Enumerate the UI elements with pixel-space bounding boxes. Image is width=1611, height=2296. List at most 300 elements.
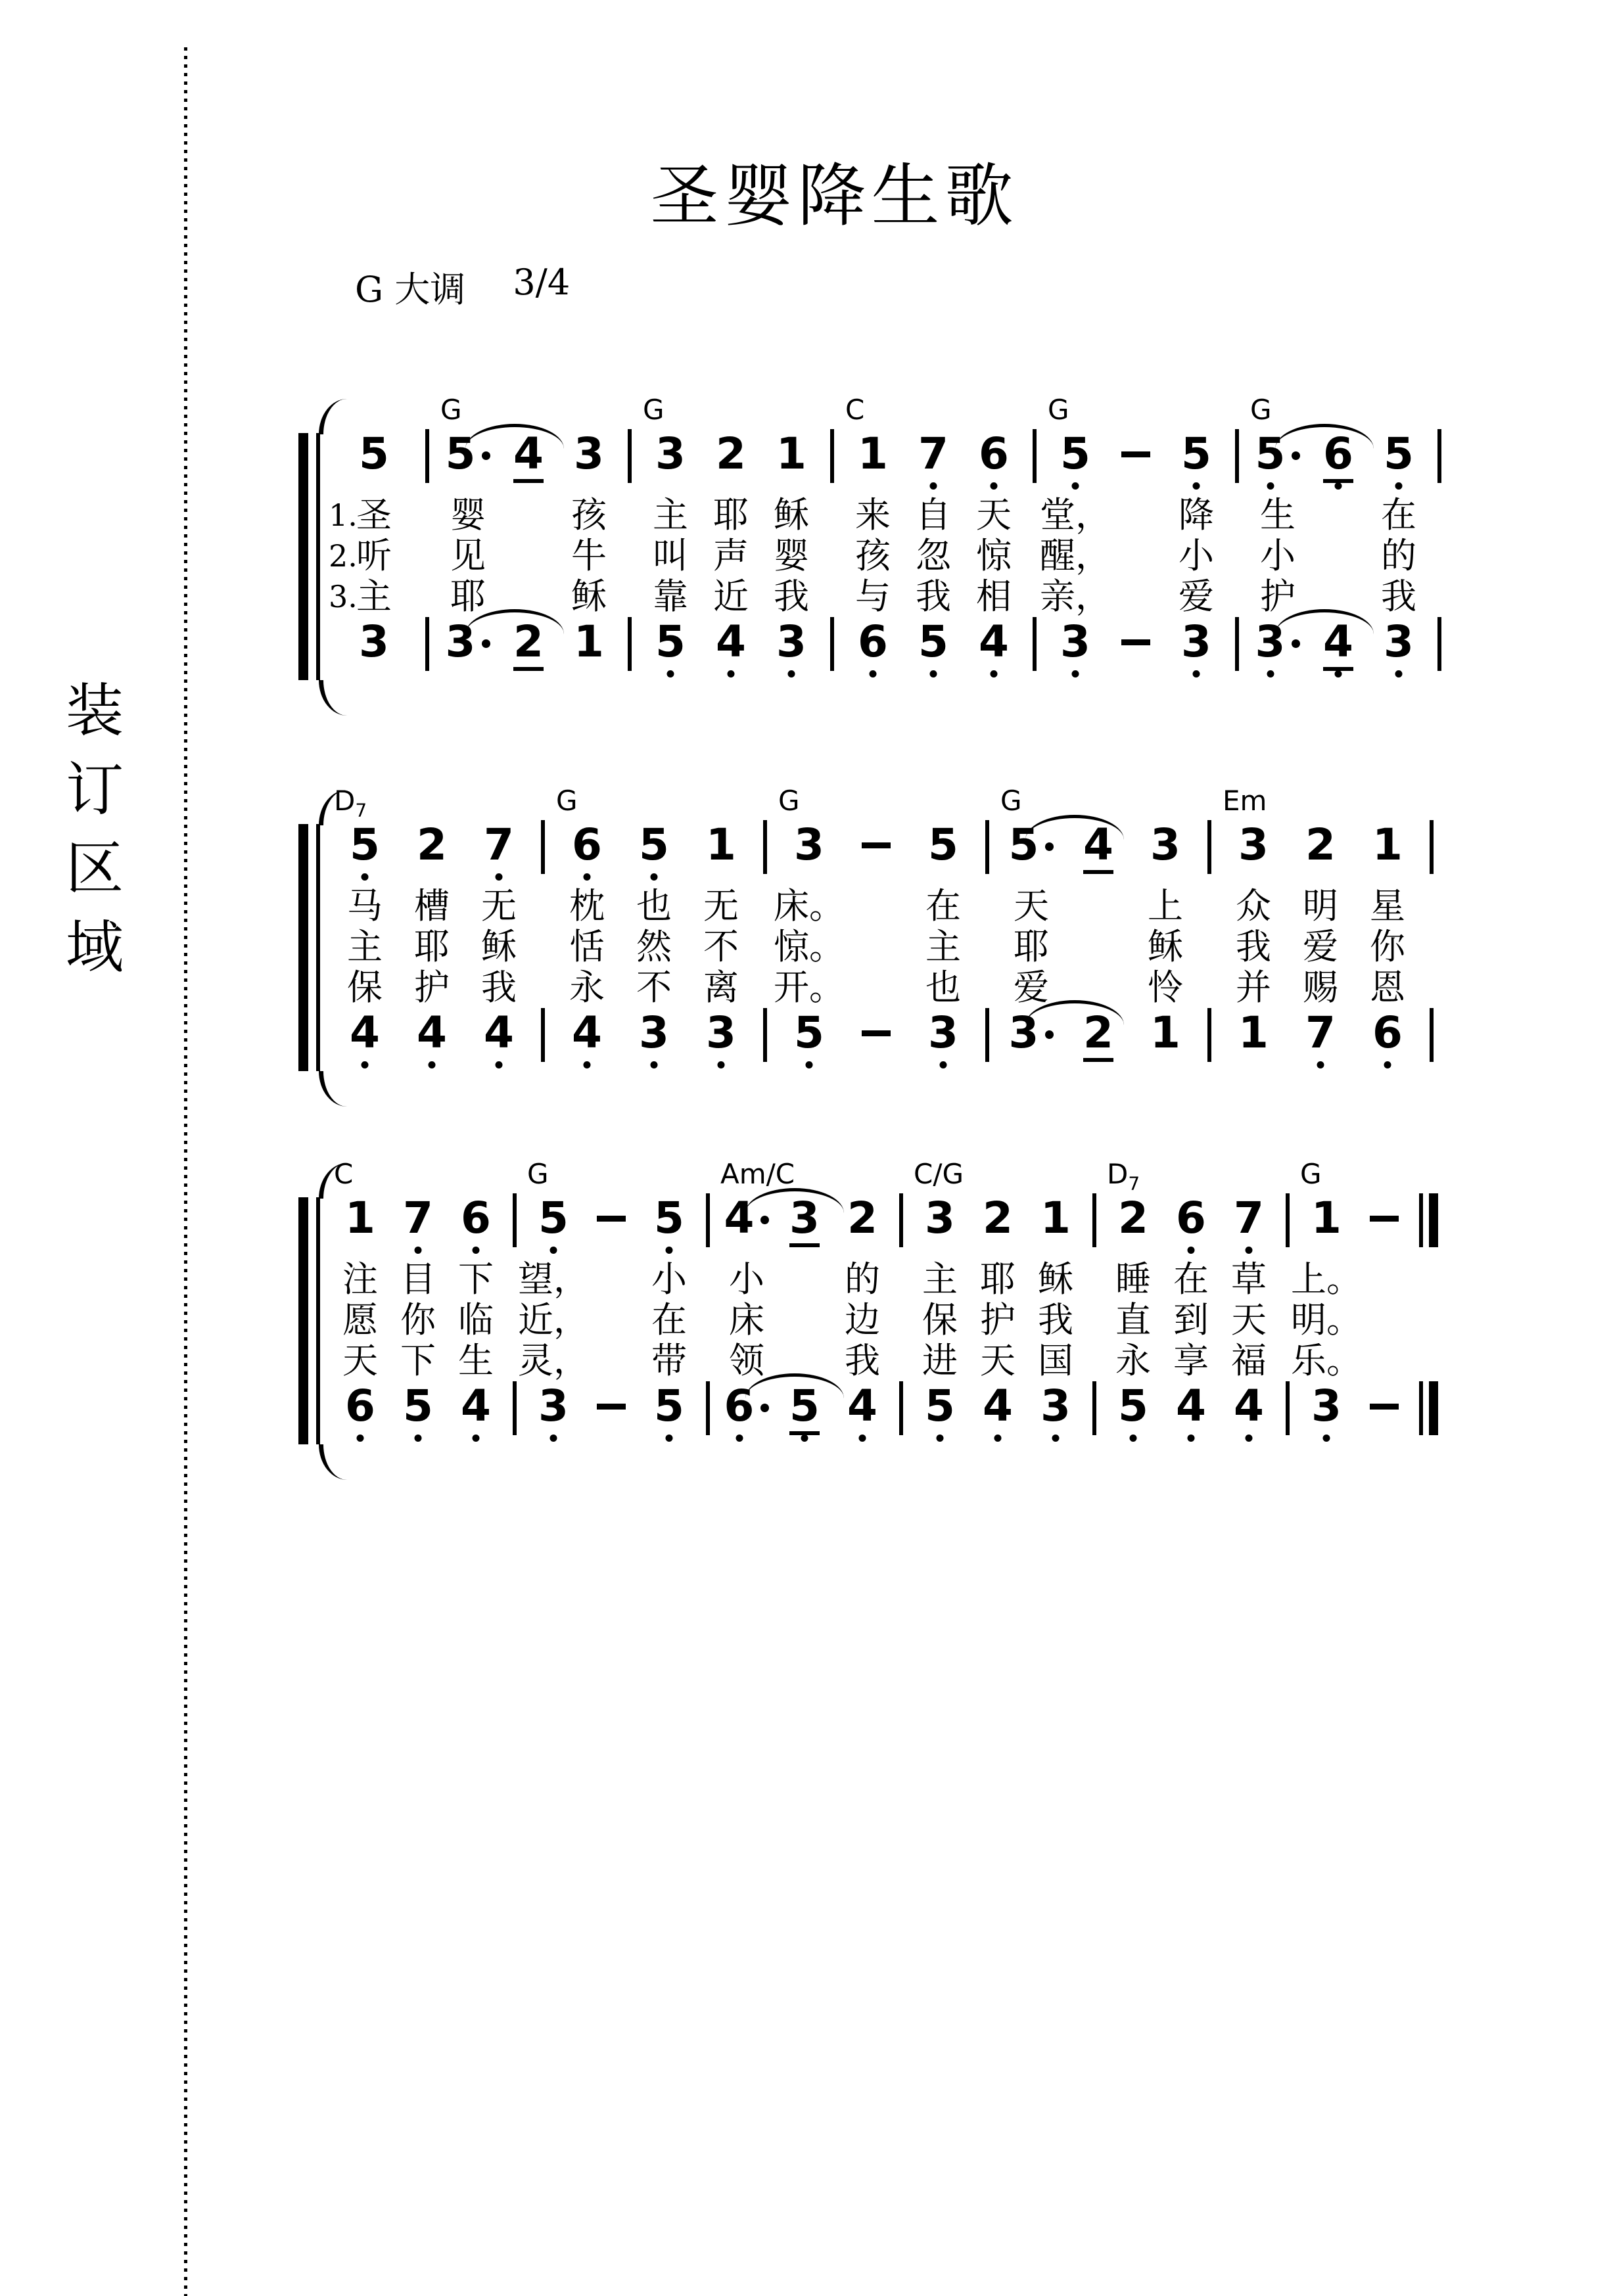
bass-note-octave-dot xyxy=(1052,1435,1060,1442)
lyric-cell-v1: 天 xyxy=(1014,885,1049,927)
bass-note-cell xyxy=(640,1381,698,1450)
bass-note: 3 xyxy=(359,616,389,667)
binding-char: 区 xyxy=(65,835,124,902)
bass-note-cell xyxy=(1027,1381,1085,1450)
bass-note-cell xyxy=(964,617,1024,685)
bass-note-cell xyxy=(1106,617,1166,685)
bass-note-cell xyxy=(1297,1381,1355,1450)
score-system-1 xyxy=(297,391,1450,685)
chord-label: G xyxy=(1300,1158,1322,1190)
lyric-cell-v3: 福 xyxy=(1231,1340,1267,1381)
lyric-cell-v1 xyxy=(1065,886,1132,927)
barline xyxy=(1226,391,1248,685)
binding-char: 域 xyxy=(65,913,124,981)
beat-slot xyxy=(331,1155,389,1450)
lyric-cell-v3 xyxy=(1355,1341,1413,1381)
verse-number: 3. xyxy=(329,579,358,614)
lyric-cell-v3: 耶 xyxy=(450,576,486,617)
melody-note-cell xyxy=(525,1158,582,1259)
bass-note-octave-dot xyxy=(357,1435,364,1442)
lyric-cell-v2: 近， xyxy=(518,1299,589,1341)
lyric-cell-v3: 开。 xyxy=(774,967,845,1008)
lyric-cell-v2: 声 xyxy=(713,535,749,576)
beat-slot xyxy=(843,782,910,1076)
lyric-cell-v1: 耶 xyxy=(980,1258,1016,1300)
melody-note: 7 xyxy=(1234,1193,1264,1243)
key-label: G 大调 xyxy=(355,269,466,310)
melody-note-cell xyxy=(582,1193,640,1259)
melody-note: 5 xyxy=(538,1193,569,1243)
melody-note: 6 xyxy=(572,820,602,870)
bass-note-cell xyxy=(640,617,701,685)
binding-char: 装 xyxy=(65,677,124,745)
lyric-cell-v1 xyxy=(1308,495,1368,536)
lyric-cell-v2: 然 xyxy=(636,926,672,967)
bass-note: 4 xyxy=(484,1008,514,1058)
beat-slot xyxy=(776,782,843,1076)
bass-note: 4 xyxy=(461,1381,491,1431)
lyric-cell-v1: 在 xyxy=(1381,494,1416,536)
melody-note-cell xyxy=(559,429,619,495)
beat-slot xyxy=(1354,782,1421,1076)
melody-note-dash xyxy=(597,1216,626,1222)
beat-slot xyxy=(969,1155,1027,1450)
bass-note-cell xyxy=(969,1381,1027,1450)
lyric-cell-v3: 我 xyxy=(916,576,951,617)
bass-note-octave-dot xyxy=(801,1435,808,1442)
barline xyxy=(698,1155,718,1450)
lyric-cell-v3: 护 xyxy=(414,967,450,1008)
lyric-cell-v2: 护 xyxy=(980,1299,1016,1341)
lyric-cell-v2: 我 xyxy=(1236,926,1271,967)
melody-note-cell xyxy=(1297,1158,1355,1259)
melody-note: 2 xyxy=(847,1193,877,1243)
chord-label: G xyxy=(1250,394,1272,426)
melody-note-cell xyxy=(1220,785,1287,886)
bass-note: 3 xyxy=(1384,617,1414,667)
bass-note: 4 xyxy=(1176,1381,1206,1431)
beat-slot xyxy=(843,391,903,685)
lyric-cell-v3: 近 xyxy=(713,576,749,617)
lyric-cell-v2: 小 xyxy=(1179,535,1214,576)
lyric-cell-v3: 生 xyxy=(458,1340,494,1381)
melody-note: 2 xyxy=(417,819,447,870)
bass-note: 4 xyxy=(979,617,1009,667)
lyric-cell-v1: 主 xyxy=(653,494,688,536)
bass-note-augmentation-dot xyxy=(760,1404,769,1412)
lyric-cell-v2: 到 xyxy=(1173,1299,1209,1341)
measure xyxy=(911,1155,1104,1450)
chord-label: $D_7$ xyxy=(334,785,367,821)
bass-note: 1 xyxy=(1238,1007,1269,1058)
melody-note-cell xyxy=(389,1193,447,1259)
lyric-cell-v1 xyxy=(1106,495,1166,536)
bass-note-cell xyxy=(438,617,498,685)
bass-note-cell xyxy=(582,1381,640,1450)
beat-slot xyxy=(498,391,559,685)
lyric-cell-v3: 离 xyxy=(703,967,739,1008)
beat-slot xyxy=(1104,1155,1162,1450)
lyric-cell-v1: 上。 xyxy=(1291,1258,1362,1300)
lyric-cell-v1: 在 xyxy=(925,885,961,927)
bass-note-octave-dot xyxy=(1246,1435,1253,1442)
melody-note: 6 xyxy=(1323,429,1353,483)
lyric-cell-v2: 惊。 xyxy=(774,926,845,967)
melody-note: 1 xyxy=(1372,819,1403,870)
bass-note-cell xyxy=(1065,1008,1132,1076)
beat-slot xyxy=(761,391,822,685)
melody-note-cell xyxy=(1355,1193,1413,1259)
melody-note: 7 xyxy=(484,820,514,870)
bass-note-dash xyxy=(597,1404,626,1410)
bass-note-octave-dot xyxy=(806,1061,813,1068)
melody-note: 5 xyxy=(1255,429,1286,479)
bass-note: 5 xyxy=(655,617,686,667)
beat-slot xyxy=(1065,782,1132,1076)
melody-note-cell xyxy=(1308,429,1368,495)
bass-note-cell xyxy=(1354,1008,1421,1076)
melody-note-cell xyxy=(1368,429,1429,495)
bass-note-octave-dot xyxy=(415,1435,422,1442)
melody-note-cell xyxy=(1220,1193,1278,1259)
bass-note-cell xyxy=(1104,1381,1162,1450)
song-title: 圣婴降生歌 xyxy=(650,156,1019,236)
bass-note-octave-dot xyxy=(550,1435,557,1442)
melody-note-octave-dot xyxy=(1072,482,1079,490)
lyric-cell-v3 xyxy=(1065,967,1132,1008)
bass-note-octave-dot xyxy=(1335,670,1342,677)
measure xyxy=(640,391,843,685)
barline xyxy=(755,782,776,1076)
lyric-cell-v2: 牛 xyxy=(571,535,607,576)
melody-note: 7 xyxy=(403,1193,433,1243)
melody-note-octave-dot xyxy=(550,1247,557,1254)
bass-note: 4 xyxy=(983,1381,1013,1431)
melody-note-augmentation-dot xyxy=(1045,842,1054,851)
measure xyxy=(776,782,998,1076)
lyric-cell-v1: 小 xyxy=(729,1258,764,1300)
melody-note-cell xyxy=(1132,820,1199,886)
bass-note-cell xyxy=(331,1381,389,1450)
verse-number: 2. xyxy=(329,538,358,574)
lyric-cell-v3: 相 xyxy=(976,576,1012,617)
chord-label: C xyxy=(334,1158,354,1190)
bass-note: 4 xyxy=(716,617,746,667)
lyric-cell-v1 xyxy=(498,495,559,536)
beat-slot xyxy=(1368,391,1429,685)
beat-slot xyxy=(331,782,398,1076)
melody-note-octave-dot xyxy=(666,1247,673,1254)
measure xyxy=(518,1155,718,1450)
bass-note-cell xyxy=(1166,617,1226,685)
melody-note-cell xyxy=(465,820,532,886)
lyric-cell-v1: 众 xyxy=(1236,885,1271,927)
melody-note: 6 xyxy=(979,429,1009,479)
bass-note: 4 xyxy=(1234,1381,1264,1431)
beat-slot xyxy=(776,1155,833,1450)
beat-slot xyxy=(903,391,964,685)
melody-note: 4 xyxy=(513,429,544,483)
melody-note-octave-dot xyxy=(496,873,503,881)
bass-note-octave-dot xyxy=(496,1061,503,1068)
beat-slot xyxy=(518,1155,589,1450)
bass-note-augmentation-dot xyxy=(1292,639,1300,648)
chord-label: Em xyxy=(1223,785,1267,817)
beat-slot xyxy=(389,1155,447,1450)
bass-note: 5 xyxy=(403,1381,433,1431)
melody-note-cell xyxy=(964,429,1024,495)
beat-slot xyxy=(1291,1155,1362,1450)
bass-note: 7 xyxy=(1305,1008,1336,1058)
melody-note-cell xyxy=(911,1158,969,1259)
lyric-cell-v2 xyxy=(1065,927,1132,967)
lyric-cell-v1: 明 xyxy=(1303,885,1338,927)
lyric-cell-v1: 1. 圣 xyxy=(329,494,392,536)
bass-note-cell xyxy=(1355,1381,1413,1450)
barline xyxy=(1199,782,1220,1076)
melody-note-cell xyxy=(903,429,964,495)
melody-note: 5 xyxy=(445,428,476,479)
melody-note: 4 xyxy=(724,1193,755,1243)
lyric-cell-v1 xyxy=(843,886,910,927)
bass-note-dash xyxy=(1121,639,1150,645)
bass-note-octave-dot xyxy=(1188,1435,1195,1442)
system-start-brace xyxy=(297,1155,331,1450)
bass-note-cell xyxy=(553,1008,620,1076)
bass-note-octave-dot xyxy=(1267,670,1274,677)
melody-note: 6 xyxy=(461,1193,491,1243)
bass-note-octave-dot xyxy=(870,670,877,677)
bass-note-cell xyxy=(701,617,761,685)
lyric-cell-v1: 孩 xyxy=(571,494,607,536)
barline xyxy=(891,1155,911,1450)
bass-note-cell xyxy=(1045,617,1106,685)
beat-slot xyxy=(1220,1155,1278,1450)
melody-note-cell xyxy=(843,394,903,495)
melody-note-cell xyxy=(447,1193,505,1259)
lyric-cell-v2: 边 xyxy=(845,1299,880,1341)
lyric-cell-v2: 临 xyxy=(458,1299,494,1341)
melody-note-cell xyxy=(1065,820,1132,886)
beat-slot xyxy=(1106,391,1166,685)
brace-hook-bottom xyxy=(319,1071,347,1107)
chord-label: Am/C xyxy=(720,1158,795,1190)
barline xyxy=(977,782,998,1076)
bass-note-cell xyxy=(833,1381,891,1450)
bass-note: 3 xyxy=(1040,1381,1071,1431)
chord-label: G xyxy=(1000,785,1022,817)
lyric-cell-v3 xyxy=(498,576,559,617)
beat-slot xyxy=(1132,782,1199,1076)
bass-note-cell xyxy=(525,1381,582,1450)
barline xyxy=(619,391,640,685)
beat-slot xyxy=(964,391,1024,685)
lyric-cell-v2 xyxy=(776,1300,833,1341)
bass-note-octave-dot xyxy=(473,1435,480,1442)
lyric-cell-v3: 我 xyxy=(1381,576,1416,617)
barline xyxy=(1085,1155,1104,1450)
melody-note: 5 xyxy=(1384,429,1414,479)
measure xyxy=(553,782,776,1076)
bass-note-cell xyxy=(761,617,822,685)
melody-note-cell xyxy=(1104,1158,1162,1259)
measure xyxy=(1291,1155,1443,1450)
melody-note-octave-dot xyxy=(1335,482,1342,490)
measure xyxy=(1248,391,1450,685)
bass-note-cell xyxy=(843,617,903,685)
melody-note-dash xyxy=(1121,451,1150,457)
final-barline xyxy=(1413,1155,1443,1450)
brace-hook-bottom xyxy=(319,680,347,716)
lyric-cell-v3: 也 xyxy=(925,967,961,1008)
bass-note: 1 xyxy=(574,616,604,667)
melody-note-cell xyxy=(331,1158,389,1259)
melody-note: 4 xyxy=(1083,820,1113,874)
lyric-cell-v1: 望， xyxy=(518,1258,589,1300)
bass-note-cell xyxy=(389,1381,447,1450)
system-start-brace xyxy=(297,391,331,685)
bass-note: 6 xyxy=(1372,1008,1403,1058)
lyric-cell-v3 xyxy=(843,967,910,1008)
lyric-cell-v1: 在 xyxy=(1173,1258,1209,1300)
bass-note-cell xyxy=(776,1381,833,1450)
melody-note: 1 xyxy=(1311,1193,1342,1243)
lyric-cell-v2: 恬 xyxy=(569,926,605,967)
bass-note: 2 xyxy=(1083,1008,1113,1062)
lyric-cell-v3: 并 xyxy=(1236,967,1271,1008)
bass-note-cell xyxy=(1220,1008,1287,1076)
beat-slot xyxy=(1040,391,1111,685)
lyric-cell-v3 xyxy=(1106,576,1166,617)
melody-note: 3 xyxy=(1238,819,1269,870)
bass-note: 3 xyxy=(776,617,806,667)
beat-slot xyxy=(447,1155,505,1450)
melody-note-cell xyxy=(1162,1193,1220,1259)
lyric-cell-v1: 无 xyxy=(703,885,739,927)
lyric-cell-v2: 惊 xyxy=(976,535,1012,576)
binding-area-label xyxy=(62,677,128,981)
beat-slot xyxy=(1308,391,1368,685)
lyric-cell-v1: 下 xyxy=(458,1258,494,1300)
melody-note-octave-dot xyxy=(1193,482,1200,490)
melody-note-cell xyxy=(688,820,755,886)
barline xyxy=(417,391,438,685)
beat-slot xyxy=(640,391,701,685)
bass-note: 3 xyxy=(1060,617,1090,667)
lyric-cell-v2: 小 xyxy=(1260,535,1296,576)
lyric-cell-v2: 的 xyxy=(1381,535,1416,576)
beat-slot xyxy=(398,782,465,1076)
beat-slot xyxy=(620,782,688,1076)
melody-note-cell xyxy=(640,1193,698,1259)
bass-note: 3 xyxy=(1008,1007,1039,1058)
measure xyxy=(998,782,1220,1076)
lyric-cell-v1 xyxy=(582,1259,640,1300)
barline xyxy=(532,782,553,1076)
lyric-cell-v2: 床 xyxy=(729,1299,764,1341)
lyric-cell-v1: 床。 xyxy=(774,885,845,927)
lyric-cell-v2 xyxy=(498,536,559,576)
beat-slot xyxy=(1248,391,1308,685)
brace-hook-bottom xyxy=(319,1444,347,1480)
bass-note-cell xyxy=(718,1381,776,1450)
lyric-cell-v3: 稣 xyxy=(571,576,607,617)
lyric-cell-v3: 爱 xyxy=(1014,967,1049,1008)
bass-note-cell xyxy=(620,1008,688,1076)
bass-note-cell xyxy=(447,1381,505,1450)
measure xyxy=(331,1155,525,1450)
bass-note-octave-dot xyxy=(362,1061,369,1068)
melody-note: 5 xyxy=(928,819,958,870)
melody-note: 5 xyxy=(1008,819,1039,870)
bass-note: 5 xyxy=(918,617,948,667)
beat-slot xyxy=(701,391,761,685)
melody-note-augmentation-dot xyxy=(760,1216,769,1224)
lyric-cell-v3: 护 xyxy=(1260,576,1296,617)
lyric-cell-v1: 星 xyxy=(1370,885,1405,927)
beat-slot xyxy=(1355,1155,1413,1450)
bass-note: 1 xyxy=(1150,1007,1180,1058)
lyric-cell-v2 xyxy=(1355,1300,1413,1341)
bass-note-cell xyxy=(1308,617,1368,685)
bass-note-cell xyxy=(1162,1381,1220,1450)
chord-label: C xyxy=(845,394,865,426)
lyric-cell-v2: 保 xyxy=(922,1299,958,1341)
lyric-cell-v1: 的 xyxy=(845,1258,880,1300)
melody-note-cell xyxy=(701,429,761,495)
bass-note: 3 xyxy=(1181,617,1211,667)
measure xyxy=(331,782,553,1076)
lyric-cell-v2: 你 xyxy=(1370,926,1405,967)
lyric-cell-v2: 明。 xyxy=(1291,1299,1362,1341)
bass-note-octave-dot xyxy=(666,1435,673,1442)
chord-label: G xyxy=(527,1158,549,1190)
lyric-cell-v2: 主 xyxy=(925,926,961,967)
melody-note-octave-dot xyxy=(991,482,998,490)
bass-note: 5 xyxy=(1118,1381,1148,1431)
lyric-cell-v3: 我 xyxy=(774,576,809,617)
bass-note: 4 xyxy=(350,1008,380,1058)
melody-note-octave-dot xyxy=(362,873,369,881)
melody-note: 3 xyxy=(794,819,824,870)
bass-note-dash xyxy=(1370,1404,1399,1410)
melody-note: 5 xyxy=(1060,429,1090,479)
bass-note-augmentation-dot xyxy=(1045,1030,1054,1039)
bass-note-cell xyxy=(1287,1008,1354,1076)
barline xyxy=(1429,391,1450,685)
bass-note-octave-dot xyxy=(429,1061,436,1068)
bass-note-octave-dot xyxy=(1317,1061,1324,1068)
beat-slot xyxy=(911,1155,969,1450)
score-system-2 xyxy=(297,782,1442,1076)
lyric-cell-v1: 稣 xyxy=(774,494,809,536)
melody-note-octave-dot xyxy=(1246,1247,1253,1254)
bass-note-octave-dot xyxy=(718,1061,725,1068)
chord-label: G xyxy=(1048,394,1069,426)
melody-note-cell xyxy=(833,1193,891,1259)
melody-note-augmentation-dot xyxy=(1292,451,1300,460)
lyric-cell-v3: 靠 xyxy=(653,576,688,617)
lyric-cell-v2: 你 xyxy=(400,1299,436,1341)
lyric-cell-v3: 与 xyxy=(855,576,891,617)
lyric-cell-v2: 天 xyxy=(1231,1299,1267,1341)
bass-note-octave-dot xyxy=(1395,670,1403,677)
lyric-cell-v2: 稣 xyxy=(481,926,517,967)
bass-note-cell xyxy=(331,1008,398,1076)
lyric-cell-v2: 直 xyxy=(1115,1299,1151,1341)
lyric-cell-v1 xyxy=(776,1259,833,1300)
bass-note-octave-dot xyxy=(667,670,674,677)
